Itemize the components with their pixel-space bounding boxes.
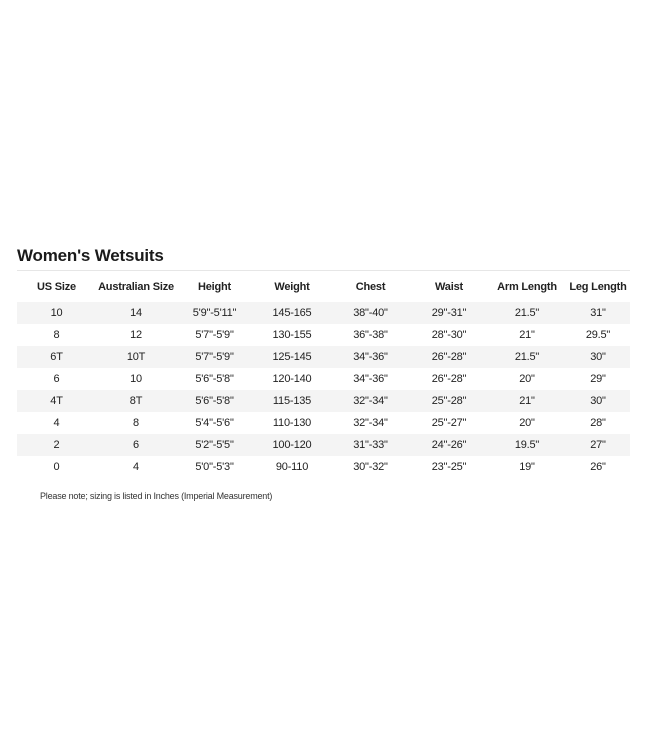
size-chart-section [17,243,630,478]
table-cell: 145-165 [253,302,331,324]
table-cell: 0 [53,461,60,473]
table-cell: 5'6"-5'8" [195,373,234,385]
table-cell: 31"-33" [331,434,410,456]
table-cell: 30" [566,390,630,412]
table-cell: 5'4"-5'6" [195,417,234,429]
table-cell: 32"-34" [331,390,410,412]
table-cell: 4 [133,461,139,473]
table-cell: 20" [519,417,535,429]
column-header: Weight [274,280,310,293]
table-cell: 5'7"-5'9" [195,329,234,341]
measurement-note: Please note; sizing is listed in Inches (Imperial Measurement) [40,491,273,501]
table-cell: 130-155 [272,329,312,341]
table-cell: 4T [17,390,96,412]
table-cell: 38"-40" [331,302,410,324]
table-row [17,302,630,324]
table-cell: 21.5" [488,346,566,368]
table-cell: 110-130 [272,417,312,429]
table-cell: 12 [130,329,142,341]
table-cell: 8 [53,329,60,341]
column-header: Leg Length [569,280,627,293]
table-cell: 26"-28" [431,373,467,385]
table-body [17,302,630,478]
table-cell: 6T [17,346,96,368]
table-row [17,324,630,346]
table-cell: 100-120 [253,434,331,456]
table-cell: 5'9"-5'11" [176,302,253,324]
table-cell: 23"-25" [431,461,467,473]
table-cell: 4 [53,417,60,429]
table-cell: 115-135 [253,390,331,412]
table-cell: 5'2"-5'5" [176,434,253,456]
column-header: Chest [355,280,386,293]
table-cell: 21" [519,329,535,341]
table-row [17,412,630,434]
table-cell: 10 [17,302,96,324]
table-row [17,368,630,390]
table-cell: 125-145 [253,346,331,368]
table-cell: 10T [96,346,176,368]
table-cell: 24"-26" [410,434,488,456]
column-header: Waist [435,280,463,293]
table-cell: 5'7"-5'9" [176,346,253,368]
table-cell: 25"-27" [431,417,467,429]
table-cell: 34"-36" [331,346,410,368]
table-row [17,390,630,412]
table-row [17,456,630,478]
page-title: Women's Wetsuits [17,246,164,265]
table-cell: 29.5" [585,329,611,341]
table-cell: 6 [53,373,60,385]
table-cell: 21" [488,390,566,412]
table-cell: 2 [17,434,96,456]
table-cell: 26" [590,461,606,473]
table-cell: 26"-28" [410,346,488,368]
table-cell: 8T [96,390,176,412]
table-cell: 19" [519,461,535,473]
table-cell: 30"-32" [353,461,388,473]
table-header-row [17,271,630,302]
table-cell: 27" [566,434,630,456]
table-cell: 14 [96,302,176,324]
table-cell: 6 [96,434,176,456]
table-cell: 20" [519,373,535,385]
table-cell: 32"-34" [353,417,388,429]
table-cell: 29"-31" [410,302,488,324]
table-cell: 30" [566,346,630,368]
table-cell: 5'0"-5'3" [195,461,234,473]
table-cell: 34"-36" [353,373,388,385]
table-cell: 28" [590,417,606,429]
table-cell: 25"-28" [410,390,488,412]
table-cell: 31" [566,302,630,324]
table-cell: 5'6"-5'8" [176,390,253,412]
table-row [17,346,630,368]
table-cell: 120-140 [272,373,312,385]
column-header: Arm Length [497,280,557,293]
table-cell: 29" [590,373,606,385]
table-cell: 28"-30" [431,329,467,341]
column-header: Australian Size [98,280,174,293]
size-table [17,271,630,478]
table-cell: 36"-38" [353,329,388,341]
table-cell: 21.5" [488,302,566,324]
table-cell: 19.5" [488,434,566,456]
table-cell: 8 [133,417,139,429]
table-row [17,434,630,456]
column-header: Height [197,280,232,293]
table-cell: 90-110 [275,461,309,473]
column-header: US Size [37,280,76,293]
table-cell: 10 [130,373,142,385]
